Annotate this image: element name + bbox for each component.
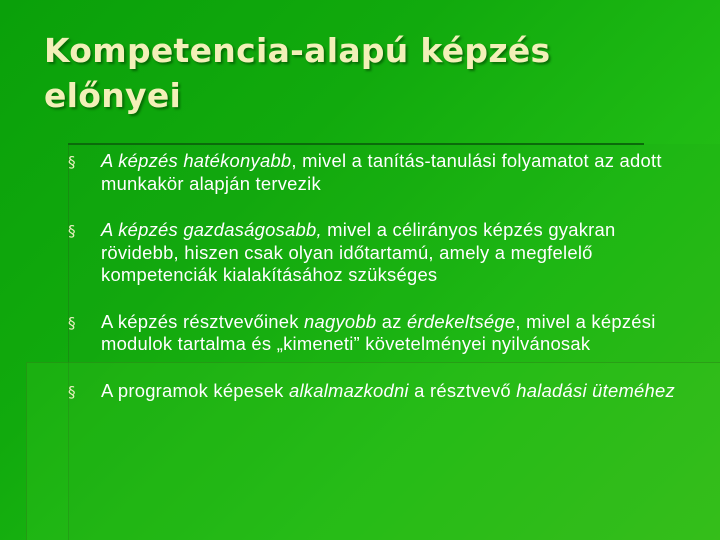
bullet-text-segment: haladási üteméhez: [516, 379, 675, 401]
bullet-marker-icon: §: [68, 313, 76, 332]
bullet-list: [66, 150, 696, 426]
bullet-text-segment: , mivel a tanítás-tanulási folyamatot az adott munkakör alapján tervezik: [101, 150, 662, 194]
bullet-text-segment: az: [376, 310, 408, 332]
bullet-text-segment: A programok képesek: [101, 379, 289, 401]
bullet-text-segment: alkalmazkodni: [288, 379, 409, 401]
bullet-marker-icon: §: [68, 382, 76, 401]
bullet-text-segment: A képzés hatékonyabb: [101, 150, 292, 171]
bullet-marker-icon: §: [68, 222, 76, 240]
bullet-item: [66, 380, 696, 403]
bullet-item: [66, 150, 696, 195]
bullet-item: [66, 219, 696, 287]
slide-title: Kompetencia-alapú képzés előnyei: [44, 31, 551, 115]
bullet-text-segment: A képzés résztvevőinek: [101, 310, 305, 332]
bullet-text-segment: A képzés gazdaságosabb,: [101, 219, 322, 240]
bullet-text-segment: , mivel a képzési modulok tartalma és „kimeneti” követelményei nyilvánosak: [101, 310, 656, 354]
bullet-text-segment: érdekeltsége: [407, 310, 516, 332]
title-divider: [68, 143, 644, 145]
bullet-text-segment: mivel a célirányos képzés gyakran rövidebb, hiszen csak olyan időtartamú, amely a megfelelő kompetenciák kialakításához szükséges: [101, 219, 616, 285]
bullet-text-segment: a résztvevő: [408, 379, 517, 401]
bullet-marker-icon: §: [68, 153, 76, 171]
bullet-item: [66, 311, 696, 356]
bullet-text-segment: nagyobb: [304, 310, 377, 332]
